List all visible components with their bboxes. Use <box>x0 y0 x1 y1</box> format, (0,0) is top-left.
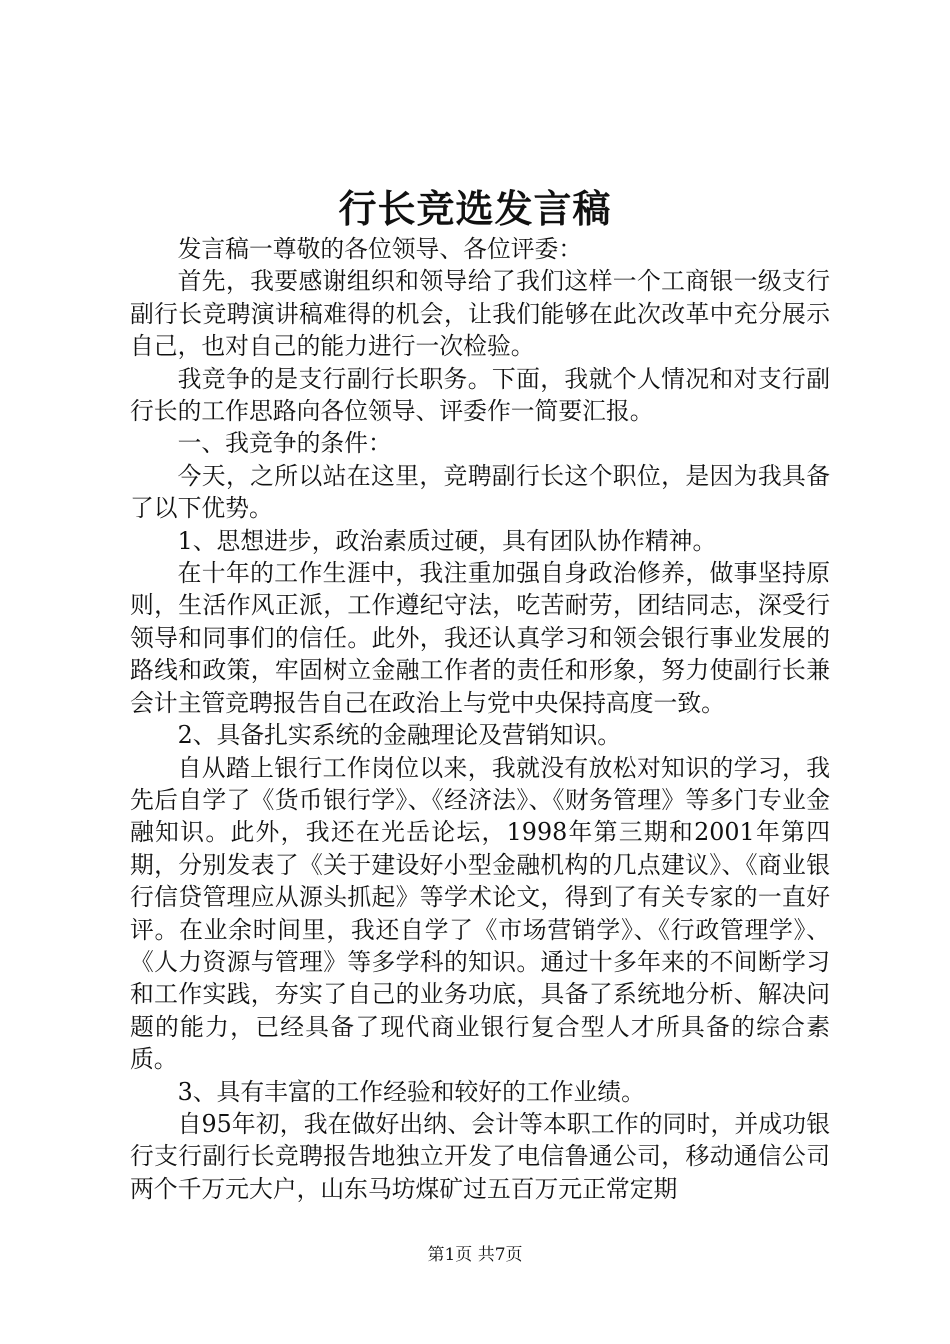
paragraph: 我竞争的是支行副行长职务。下面，我就个人情况和对支行副行长的工作思路向各位领导、评委作一简要汇报。 <box>130 364 830 426</box>
paragraph: 自从踏上银行工作岗位以来，我就没有放松对知识的学习，我先后自学了《货币银行学》、《经济法》、《财务管理》等多门专业金融知识。此外，我还在光岳论坛，1998年第三期和2001年第四期，分别发表了《关于建设好小型金融机构的几点建议》、《商业银行信贷管理应从源头抓起》等学术论文，得到了有关专家的一直好评。在业余时间里，我还自学了《市场营销学》、《行政管理学》、《人力资源与管理》等多学科的知识。通过十多年来的不间断学习和工作实践，夯实了自己的业务功底，具备了系统地分析、解决问题的能力，已经具备了现代商业银行复合型人才所具备的综合素质。 <box>130 753 830 1074</box>
paragraph: 发言稿一尊敬的各位领导、各位评委： <box>177 235 583 263</box>
page-number-footer: 第1页 共7页 <box>427 1245 523 1265</box>
subsection-heading: 2、具备扎实系统的金融理论及营销知识。 <box>177 721 622 750</box>
document-title: 行长竞选发言稿 <box>338 186 612 231</box>
paragraph: 首先，我要感谢组织和领导给了我们这样一个工商银一级支行副行长竞聘演讲稿难得的机会，让我们能够在此次改革中充分展示自己，也对自己的能力进行一次检验。 <box>130 267 830 361</box>
subsection-heading: 1、思想进步，政治素质过硬，具有团队协作精神。 <box>177 526 717 555</box>
document-body <box>130 233 830 1205</box>
paragraph: 今天，之所以站在这里，竞聘副行长这个职位，是因为我具备了以下优势。 <box>130 461 830 523</box>
section-heading: 一、我竞争的条件： <box>177 429 392 458</box>
paragraph: 在十年的工作生涯中，我注重加强自身政治修养，做事坚持原则，生活作风正派，工作遵纪守法，吃苦耐劳，团结同志，深受行领导和同事们的信任。此外，我还认真学习和领会银行事业发展的路线和政策，牢固树立金融工作者的责任和形象，努力使副行长兼会计主管竞聘报告自己在政治上与党中央保持高度一致。 <box>130 559 830 717</box>
subsection-heading: 3、具有丰富的工作经验和较好的工作业绩。 <box>177 1077 645 1106</box>
paragraph: 自95年初，我在做好出纳、会计等本职工作的同时，并成功银行支行副行长竞聘报告地独立开发了电信鲁通公司，移动通信公司两个千万元大户，山东马坊煤矿过五百万元正常定期 <box>130 1109 830 1203</box>
